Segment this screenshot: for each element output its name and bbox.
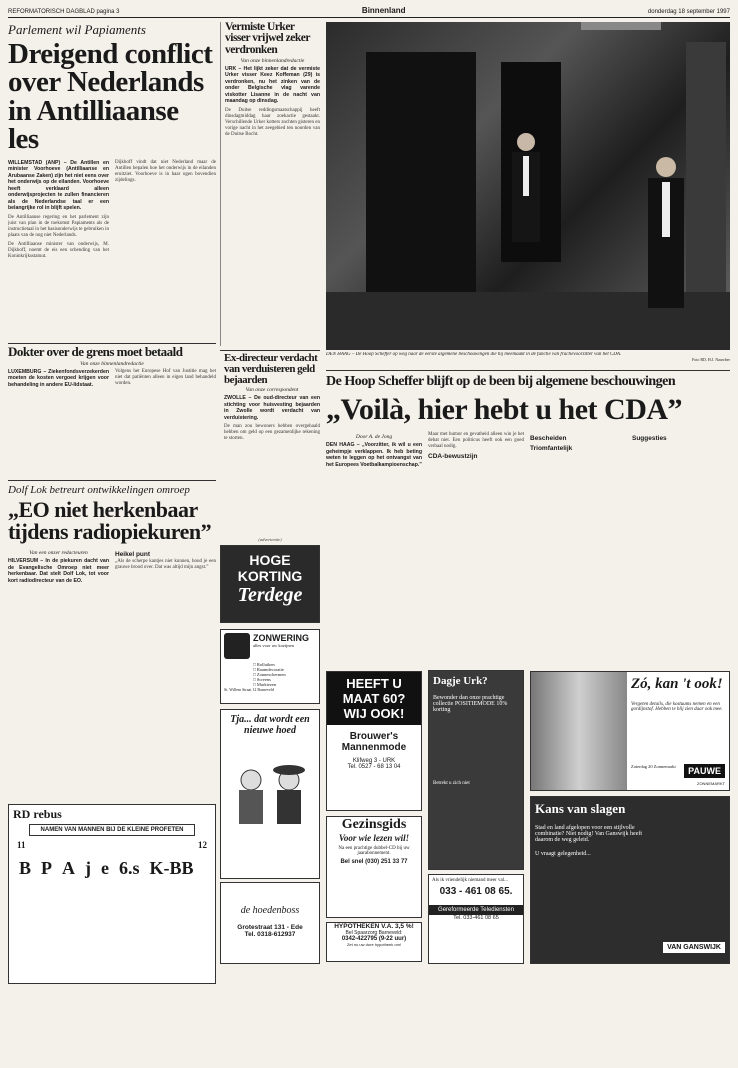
ad-hoedenboss[interactable] xyxy=(220,882,320,964)
article-body: De Antilliaanse minister van onderwijs, M. Dijkhoff, noemt de eis een schending van het Koninkrijksstatuut. xyxy=(8,242,109,260)
article-urker-visser xyxy=(220,22,320,346)
rebus-letter: P xyxy=(41,858,53,878)
article-headline: Dreigend conflict over Nederlands in Antilliaanse les xyxy=(8,38,213,156)
ad-line: HEEFT U xyxy=(346,676,402,691)
ad-telediensten[interactable] xyxy=(428,874,524,964)
article-lead: WILLEMSTAD (ANP) – De Antillen en minister Voorhoeve (Antilliaanse en Arubaanse Zaken) zijn het niet eens over het onderwijs op de eilanden. Voorhoeve heeft verklaard alleen onderwijsprojecten te zullen financieren als de Nederlandse taal er een belangrijke rol in blijft spelen. xyxy=(8,159,109,212)
ad-item: □ Zonneschermen xyxy=(253,672,286,677)
article-kicker: Parlement wil Papiaments xyxy=(8,22,146,37)
article-dokter xyxy=(8,343,216,478)
ad-text: Na een prachtige dubbel-CD bij uw jaarabonnement. xyxy=(338,846,410,856)
rebus-letter: e xyxy=(101,858,110,878)
rebus-letter: A xyxy=(62,858,76,878)
ad-line: WIJ OOK! xyxy=(343,706,405,721)
article-headline: Ex-directeur verdacht van verduisteren geld bejaarden xyxy=(224,352,318,386)
ad-kans-van-slagen[interactable] xyxy=(530,796,730,964)
ad-nieuwe-hoed[interactable] xyxy=(220,709,320,879)
article-body: Maar met humor en gevatheid alleen win je het debat niet. Een politicus heeft ook een goed verhaal nodig. xyxy=(428,432,524,450)
rebus-title: RD rebus xyxy=(13,807,62,821)
ad-address: St. Willem Straat 12 Barneveld xyxy=(224,687,274,692)
ad-name: Brouwer's Mannenmode xyxy=(341,731,407,753)
masthead-date: donderdag 18 september 1997 xyxy=(647,9,730,15)
rebus-letter: K-BB xyxy=(149,858,194,878)
ad-title: ZONWERING xyxy=(253,633,309,643)
article-ex-directeur xyxy=(220,350,320,546)
ad-brand-sub: ZONNEMARKT xyxy=(697,781,725,786)
rebus-banner: NAMEN VAN MANNEN BIJ DE KLEINE PROFETEN xyxy=(29,824,195,836)
ad-hypotheken[interactable] xyxy=(326,922,422,962)
ad-line: HOGE xyxy=(249,552,291,568)
ad-text: Vergeten details, die kostuums nemen en een gordijnstof. Hebben te blij zien daar ook mee. xyxy=(631,702,723,712)
ad-item-list xyxy=(221,662,319,687)
article-body: De Antilliaanse regering en het parlement zijn juist van plan in de toekomst Papiaments als de instructietaal in het basisonderwijs te gebruiken in plaats van de nog niet Nederlands. xyxy=(8,214,109,238)
ad-title: HYPOTHEKEN V.A. 3,5 %! xyxy=(334,923,414,930)
photo-credit: Foto RD, H.J. Nauwber xyxy=(692,357,730,362)
ad-company: Gereformeerde Telediensten xyxy=(429,905,523,915)
caption-text: DEN HAAG – De Hoop Scheffer op weg naar de eerste algemene beschouwingen die hij meemaakt in de functie van fractievoorzitter van het CDA. xyxy=(326,352,622,357)
rebus-number: 12 xyxy=(198,840,207,850)
article-headline: „EO niet herkenbaar tijdens radiopiekuren” xyxy=(8,497,212,544)
ad-brand: VAN GANSWIJK xyxy=(663,942,725,953)
ad-text: Stad en land afgelopen voor een stijlvolle combinatie? Niet nodig! Van Ganswijk heeft daarom de weg geleid. xyxy=(535,825,643,843)
rebus-letter: 6.s xyxy=(119,858,140,878)
article-byline: Van onze binnenlandredactie xyxy=(80,360,144,367)
article-subhead: Triomfantelijk xyxy=(530,445,573,453)
ad-phone2: Tel. 033-461 08 65 xyxy=(453,915,499,921)
article-eo xyxy=(8,480,216,800)
ad-phone: Tel. 0527 - 68 13 04 xyxy=(347,764,401,770)
ad-address: Zaterdag 20 Zonnemarkt xyxy=(631,764,676,769)
ad-phone: Bel snel (030) 251 33 77 xyxy=(340,859,408,865)
article-papiaments xyxy=(8,22,216,340)
article-cda xyxy=(326,370,730,664)
ad-text: Bewonder dan onze prachtige collectie POSITIEMODE 10% korting xyxy=(433,695,508,713)
article-lead: ZWOLLE – De oud-directeur van een stichting voor huisvesting bejaarden in Zwolle wordt verdacht van verduistering. xyxy=(224,395,320,421)
article-headline: Dokter over de grens moet betaald xyxy=(8,344,183,359)
ad-item: □ Raamdecoratie xyxy=(253,667,284,672)
ad-phone: Tel. 0318-612937 xyxy=(244,931,296,938)
ad-name: de hoedenboss xyxy=(240,905,300,916)
article-subhead: Bescheiden xyxy=(530,435,567,443)
ad-gezinsgids[interactable] xyxy=(326,816,422,918)
article-subhead: Heikel punt xyxy=(115,551,151,559)
figure-right xyxy=(648,157,684,308)
ad-phone: 033 - 461 08 65. xyxy=(439,886,513,897)
photo-caption xyxy=(326,352,730,366)
article-body: Volgens het Europese Hof van Justitie mag het niet dat patiënten alleen in eigen land behandeld worden. xyxy=(115,368,216,386)
ad-line: MAAT 60? xyxy=(342,691,406,706)
ad-brand: PAUWE xyxy=(684,764,725,778)
ad-line: KORTING xyxy=(237,568,303,584)
rebus xyxy=(8,804,216,984)
ad-dagje-urk[interactable] xyxy=(428,670,524,870)
ad-title: Zó, kan 't ook! xyxy=(631,676,723,692)
article-subhead: Suggesties xyxy=(632,435,667,443)
ad-zo-kan[interactable] xyxy=(530,671,730,791)
ad-text: Als ik vriendelijk niemand meer val... xyxy=(432,878,508,883)
ad-brand: Terdege xyxy=(237,584,303,606)
ad-item: □ Markiezen xyxy=(253,682,277,687)
masthead xyxy=(8,4,730,18)
newspaper-page xyxy=(8,4,730,1060)
ad-zonwering[interactable] xyxy=(220,629,320,704)
news-photo xyxy=(326,22,730,350)
ad-sub: Voor wie lezen wil! xyxy=(338,833,410,843)
ad-title: Gezinsgids xyxy=(341,817,407,832)
ad-address: Klifweg 3 - URK xyxy=(352,758,396,764)
ad-title: Kans van slagen xyxy=(535,801,626,816)
ad-sub: alles voor uw kozijnen xyxy=(253,643,294,648)
ad-phone: 0342-422795 (9-22 uur) xyxy=(341,936,407,942)
ad-name: Bel Spaarzorg Barneveld: xyxy=(345,930,403,936)
article-lead: LUXEMBURG – Ziekenfondsverzekerden moeten de kosten vergoed krijgen voor behandeling in andere EU-lidstaat. xyxy=(8,368,109,388)
rebus-letters xyxy=(9,854,215,883)
article-lead: HILVERSUM – In de piekuren dacht van de Evangelische Omroep niet meer herkenbaar. Dat stelt Dolf Lok, tot voor kort radiodirecteur van de EO. xyxy=(8,558,109,584)
ad-item: □ Rolluiken xyxy=(253,662,275,667)
rebus-letter: B xyxy=(19,858,32,878)
ad-item: □ Screens xyxy=(253,677,271,682)
article-body: De Duitse reddingsmaatschappij heeft dinsdagmiddag haar zoekactie gestaakt. Verschillende Urker kotters zochten gisteren en vorige nacht in het zeegebied ten noorden van de Duitse Bocht. xyxy=(225,107,320,138)
rebus-letter: j xyxy=(85,858,92,878)
ad-text: Tja... dat wordt een nieuwe hoed xyxy=(230,714,310,736)
ad-title: Dagje Urk? xyxy=(433,675,488,687)
article-kicker: Dolf Lok betreurt ontwikkelingen omroep xyxy=(8,484,190,496)
article-body: De man zou bewoners hebben overgehaald hebben om geld op een gezamenlijke rekening te storten. xyxy=(224,424,320,442)
article-lead: DEN HAAG – „Voorzitter, ik wil u een geheimpje verklappen. Ik heb beting weten te leggen op het ontvangst van het Europees Voetbalkampioenschap.” xyxy=(326,442,422,468)
article-body: Dijkhoff vindt dat niet Nederland maar de Antillen bepalen hoe het onderwijs in de eilanden eruitziet. Voorhoeve is in haar ogen bovendien zijdelings. xyxy=(115,159,216,183)
ad-illustration xyxy=(221,740,319,830)
article-byline: Door A. de Jong xyxy=(355,434,393,441)
photo-scene xyxy=(326,22,730,350)
ad-label: (advertentie) xyxy=(258,537,282,542)
article-body: „Als de scherpe kantjes niet kunnen, houd je een grauwe brood over. Dat was altijd mijn angst.” xyxy=(115,559,216,571)
article-byline: Van een onzer redacteuren xyxy=(29,550,88,557)
article-byline: Van onze correspondent xyxy=(245,387,299,394)
ad-small: Zet nu uw dure hypotheek om! xyxy=(346,942,402,947)
masthead-section: Binnenland xyxy=(361,6,406,15)
rebus-number: 11 xyxy=(17,840,26,850)
ad-brouwer[interactable] xyxy=(326,671,422,811)
article-subheadline: „Voilà, hier hebt u het CDA” xyxy=(326,392,683,426)
ad-logo xyxy=(224,633,250,659)
masthead-left: REFORMATORISCH DAGBLAD pagina 3 xyxy=(8,9,120,15)
ad-address: Grotestraat 131 - Ede xyxy=(237,924,303,931)
ad-photo xyxy=(531,672,627,791)
ad-sub: U vraagt gelegenheid... xyxy=(535,851,591,857)
article-headline: Vermiste Urker visser vrijwel zeker verdronken xyxy=(225,22,310,56)
article-headline: De Hoop Scheffer blijft op de been bij algemene beschouwingen xyxy=(326,374,676,389)
article-lead: URK – Het lijkt zeker dat de vermiste Urker visser Keez Koffeman (29) is verdronken, nu het zinken van de onder Belgische vlag varende viskotter Lisanne in de nacht van maandag op dinsdag. xyxy=(225,65,320,105)
ad-tag: Betrekt u zich niet xyxy=(433,781,470,786)
article-subhead: CDA-bewustzijn xyxy=(428,453,478,461)
ad-hoge-korting[interactable] xyxy=(220,545,320,623)
article-byline: Van onze binnenlandredactie xyxy=(240,57,305,64)
